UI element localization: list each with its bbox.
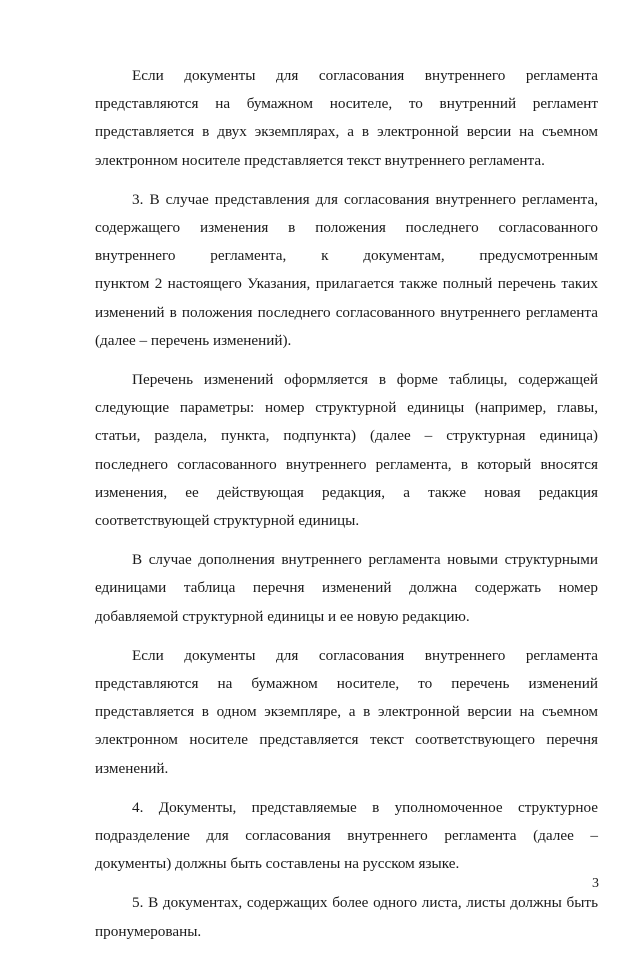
text-line: электронном носителе представляется текст внутреннего регламента. — [95, 151, 545, 169]
text-line: представляется в одном экземпляре, а в электронной версии на съемном — [95, 703, 598, 721]
text-line: документы) должны быть составлены на русском языке. — [95, 855, 460, 873]
text-line: добавляемой структурной единицы и ее новую редакцию. — [95, 607, 470, 625]
text-line: изменения, ее действующая редакция, а также новая редакция — [95, 483, 598, 501]
paragraph — [95, 62, 598, 175]
text-line: подразделение для согласования внутреннего регламента (далее – — [95, 827, 598, 845]
text-line: Если документы для согласования внутреннего регламента — [132, 67, 598, 84]
document-body — [95, 62, 598, 957]
text-line: пунктом 2 настоящего Указания, прилагается также полный перечень таких — [95, 275, 598, 293]
text-line: последнего согласованного внутреннего регламента, в который вносятся — [95, 455, 598, 473]
text-line: Если документы для согласования внутреннего регламента — [132, 646, 598, 664]
text-line: представляются на бумажном носителе, то перечень изменений — [95, 675, 598, 693]
text-line: 3. В случае представления для согласования внутреннего регламента, — [132, 190, 598, 208]
text-line: соответствующей структурной единицы. — [95, 512, 360, 530]
paragraph — [95, 889, 598, 945]
text-line: пронумерованы. — [95, 922, 202, 940]
text-line: представляется в двух экземплярах, а в электронной версии на съемном — [95, 123, 598, 141]
text-line: электронном носителе представляется текст соответствующего перечня — [95, 731, 598, 749]
text-line: представляются на бумажном носителе, то внутренний регламент — [95, 95, 598, 113]
text-line: изменений. — [95, 759, 169, 777]
paragraph — [95, 642, 598, 783]
text-line: единицами таблица перечня изменений должна содержать номер — [95, 579, 598, 597]
text-line: Перечень изменений оформляется в форме таблицы, содержащей — [132, 371, 598, 389]
text-line: внутреннего регламента, к документам, предусмотренным — [95, 247, 598, 265]
paragraph — [95, 546, 598, 631]
text-line: статьи, раздела, пункта, подпункта) (далее – структурная единица) — [95, 427, 598, 445]
text-line: изменений в положения последнего согласованного внутреннего регламента — [95, 303, 598, 321]
page-number: 3 — [592, 876, 599, 891]
text-line: (далее – перечень изменений). — [95, 331, 292, 349]
text-line: В случае дополнения внутреннего регламента новыми структурными — [132, 551, 598, 569]
paragraph — [95, 366, 598, 535]
text-line: содержащего изменения в положения последнего согласованного — [95, 219, 598, 237]
text-line: 5. В документах, содержащих более одного листа, листы должны быть — [132, 894, 598, 912]
paragraph — [95, 186, 598, 355]
text-line: 4. Документы, представляемые в уполномоченное структурное — [132, 798, 598, 816]
text-line: следующие параметры: номер структурной единицы (например, главы, — [95, 399, 598, 417]
paragraph — [95, 794, 598, 879]
